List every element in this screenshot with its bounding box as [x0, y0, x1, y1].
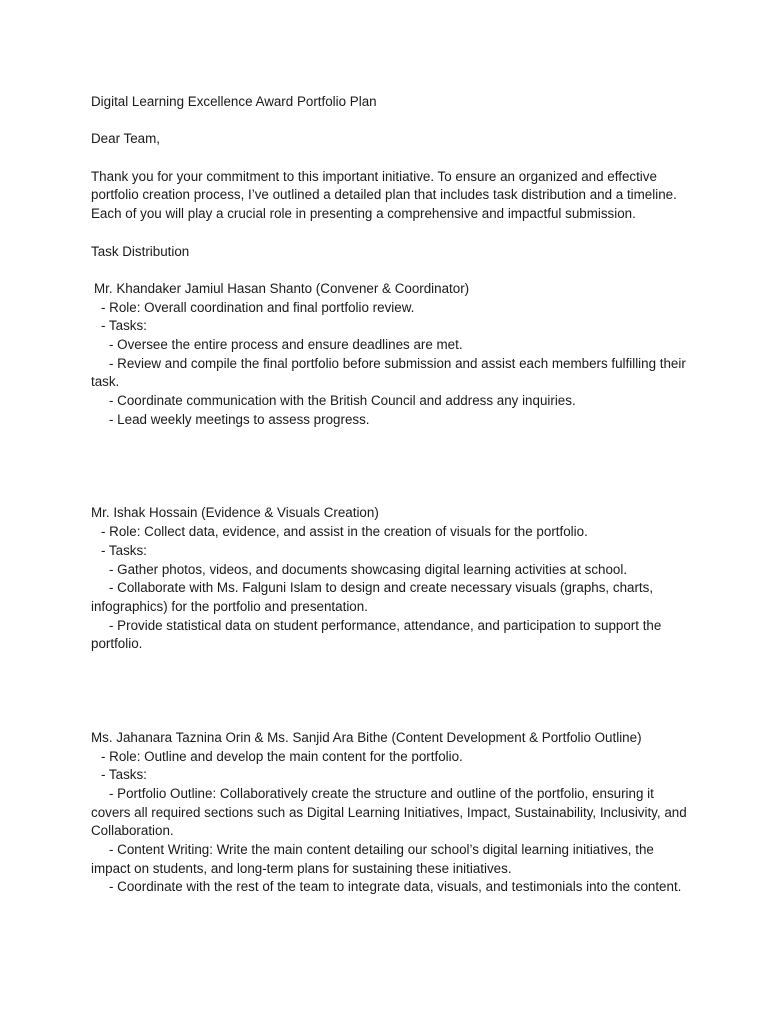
- member-role: - Role: Outline and develop the main content for the portfolio.: [101, 748, 463, 764]
- member-role: - Role: Overall coordination and final portfolio review.: [101, 299, 415, 315]
- document-title: Digital Learning Excellence Award Portfolio Plan: [91, 94, 377, 109]
- section-heading-task-distribution: Task Distribution: [91, 243, 190, 259]
- member-name: Ms. Jahanara Taznina Orin & Ms. Sanjid Ara Bithe (Content Development & Portfolio Outline): [91, 729, 642, 745]
- task-item: - Oversee the entire process and ensure deadlines are met.: [109, 337, 463, 353]
- task-item: - Gather photos, videos, and documents showcasing digital learning activities at school.: [109, 561, 628, 577]
- task-item: - Lead weekly meetings to assess progress.: [109, 411, 370, 427]
- intro-paragraph: Thank you for your commitment to this important initiative. To ensure an organized and effective portfolio creation process, I’ve outlined a detailed plan that includes task distribution and a timeline. Each of you will play a crucial role in presenting a comprehensive and impactful submission.: [91, 168, 681, 222]
- task-item: - Coordinate communication with the British Council and address any inquiries.: [109, 393, 576, 409]
- tasks-label: - Tasks:: [101, 767, 147, 783]
- task-item: - Coordinate with the rest of the team to integrate data, visuals, and testimonials into the content.: [109, 879, 682, 895]
- member-name: Mr. Ishak Hossain (Evidence & Visuals Creation): [91, 505, 379, 521]
- member-name: Mr. Khandaker Jamiul Hasan Shanto (Convener & Coordinator): [94, 280, 470, 296]
- member-block-orin-bithe: [91, 729, 691, 897]
- member-role: - Role: Collect data, evidence, and assist in the creation of visuals for the portfolio.: [101, 524, 588, 540]
- member-block-shanto: [91, 280, 688, 430]
- task-item: - Portfolio Outline: Collaboratively create the structure and outline of the portfolio, ensuring it covers all required sections such as Digital Learning Initiatives, Impact, Sustainability, Inclusivity, and Collaboration.: [91, 785, 691, 839]
- task-item: - Review and compile the final portfolio before submission and assist each members fulfilling their task.: [91, 355, 690, 390]
- tasks-label: - Tasks:: [101, 318, 147, 334]
- task-item: - Collaborate with Ms. Falguni Islam to design and create necessary visuals (graphs, charts, infographics) for the portfolio and presentation.: [91, 580, 657, 614]
- tasks-label: - Tasks:: [101, 542, 147, 558]
- member-block-hossain: [91, 504, 688, 654]
- task-item: - Provide statistical data on student performance, attendance, and participation to support the portfolio.: [91, 617, 666, 652]
- task-item: - Content Writing: Write the main content detailing our school’s digital learning initiatives, the impact on students, and long-term plans for sustaining these initiatives.: [91, 842, 658, 876]
- greeting: Dear Team,: [91, 131, 160, 147]
